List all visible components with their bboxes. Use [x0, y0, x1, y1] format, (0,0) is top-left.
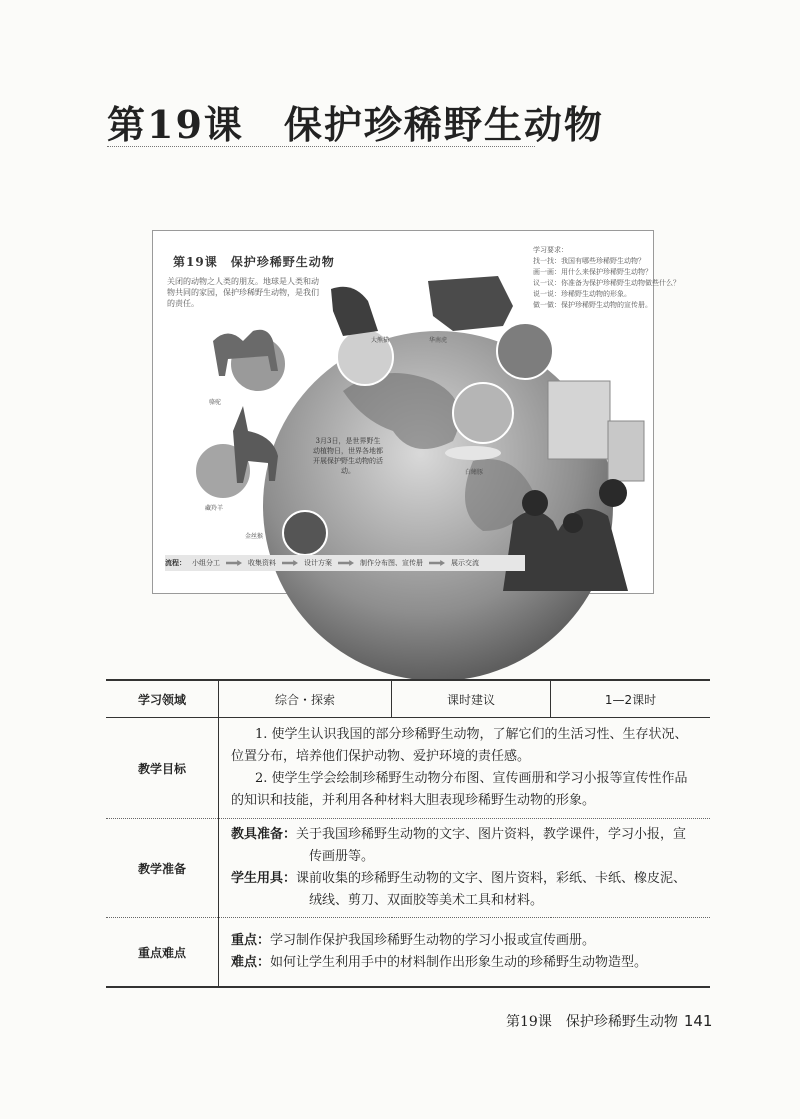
flow-step: 设计方案 — [304, 559, 332, 567]
prep-label: 教学准备 — [106, 819, 219, 918]
lesson-title — [107, 94, 604, 149]
arrow-right-icon — [429, 560, 445, 566]
goals-label: 教学目标 — [106, 718, 219, 819]
title-rule — [107, 146, 535, 147]
flow-step: 展示交流 — [451, 559, 479, 567]
requirement-line: 做一做：保护珍稀野生动物的宣传册。 — [533, 301, 652, 309]
table-row — [106, 718, 710, 819]
animal-photo-circle — [453, 383, 513, 443]
hours-label: 课时建议 — [392, 680, 551, 718]
area-label: 学习领域 — [106, 680, 219, 718]
key-cell — [219, 918, 711, 988]
figure-intro-text: 关闭的动物之人类的朋友。地球是人类和动物共同的家园，保护珍稀野生动物，是我们的责任。 — [167, 277, 319, 308]
textbook-page-illustration — [152, 230, 680, 594]
figure-title: 第19课 保护珍稀野生动物 — [173, 255, 335, 269]
animal-label: 金丝猴 — [245, 533, 264, 540]
student-head — [522, 490, 548, 516]
antelope-figure — [233, 406, 278, 483]
key-point-text: 学习制作保护我国珍稀野生动物的学习小报或宣传画册。 — [270, 933, 596, 948]
teacher-prep-label: 教具准备： — [231, 827, 297, 842]
student-prep — [231, 868, 698, 912]
goals-cell — [219, 718, 711, 819]
flow-step: 流程： — [165, 558, 186, 567]
student-prep-text: 课前收集的珍稀野生动物的文字、图片资料，彩纸、卡纸、橡皮泥、绒线、剪刀、双面胶等美术工具和材料。 — [296, 871, 687, 908]
flow-step: 制作分布图、宣传册 — [360, 559, 423, 567]
dolphin-figure — [445, 446, 501, 460]
panda-figure — [331, 287, 378, 336]
figure-requirements — [533, 245, 680, 311]
animal-photo-circle — [283, 511, 327, 555]
lesson-plan-table — [106, 679, 710, 988]
difficulty-label: 难点： — [231, 955, 271, 970]
requirement-line: 找一找：我国有哪些珍稀野生动物？ — [533, 257, 645, 265]
hours-value: 1—2课时 — [551, 680, 711, 718]
teacher-prep-text: 关于我国珍稀野生动物的文字、图片资料，教学课件，学习小报，宣传画册等。 — [296, 827, 687, 864]
goal-item: 2. 使学生学会绘制珍稀野生动物分布图、宣传画册和学习小报等宣传性作品的知识和技能，并利用各种材料大胆表现珍稀野生动物的形象。 — [231, 771, 688, 808]
brochure-figure — [548, 381, 610, 459]
page-number: 141 — [683, 1012, 713, 1030]
difficulty — [231, 952, 698, 974]
table-row — [106, 680, 710, 718]
figure-callout: 3月3日，是世界野生动植物日，世界各地都开展保护野生动物的活动。 — [313, 437, 383, 475]
student-prep-label: 学生用具： — [231, 871, 297, 886]
arrow-right-icon — [226, 560, 242, 566]
key-label: 重点难点 — [106, 918, 219, 988]
area-value: 综合・探索 — [219, 680, 392, 718]
requirement-line: 议一议：你准备为保护珍稀野生动物做些什么？ — [533, 279, 680, 287]
footer-lesson: 第19课 保护珍稀野生动物 — [506, 1014, 678, 1030]
animal-label: 白鳍豚 — [465, 469, 484, 476]
requirement-line: 学习要求： — [533, 246, 568, 254]
flow-step: 小组分工 — [192, 559, 220, 567]
student-head — [563, 513, 583, 533]
key-point — [231, 930, 698, 952]
difficulty-text: 如何让学生利用手中的材料制作出形象生动的珍稀野生动物造型。 — [270, 955, 648, 970]
requirement-line: 画一画：用什么来保护珍稀野生动物？ — [533, 268, 652, 276]
goal-item: 1. 使学生认识我国的部分珍稀野生动物，了解它们的生活习性、生存状况、位置分布，培养他们保护动物、爱护环境的责任感。 — [231, 727, 688, 764]
teacher-prep — [231, 824, 698, 868]
requirement-line: 说一说：珍稀野生动物的形象。 — [533, 290, 631, 298]
table-row — [106, 918, 710, 988]
key-point-label: 重点： — [231, 933, 271, 948]
lesson-number: 第19课 — [107, 102, 244, 147]
animal-label: 大熊猫 — [371, 337, 390, 344]
arrow-right-icon — [338, 560, 354, 566]
page-footer — [506, 1011, 712, 1031]
animal-label: 华南虎 — [429, 337, 448, 344]
lesson-name: 保护珍稀野生动物 — [283, 102, 604, 147]
animal-label: 骆驼 — [209, 399, 222, 406]
animal-label: 藏羚羊 — [205, 505, 224, 512]
animal-photo-circle — [497, 323, 553, 379]
prep-cell — [219, 819, 711, 918]
flow-step: 收集资料 — [248, 559, 276, 567]
tiger-figure — [428, 276, 513, 331]
table-row — [106, 819, 710, 918]
brochure-figure — [608, 421, 644, 481]
process-flow — [165, 555, 525, 571]
arrow-right-icon — [282, 560, 298, 566]
student-head — [599, 479, 627, 507]
